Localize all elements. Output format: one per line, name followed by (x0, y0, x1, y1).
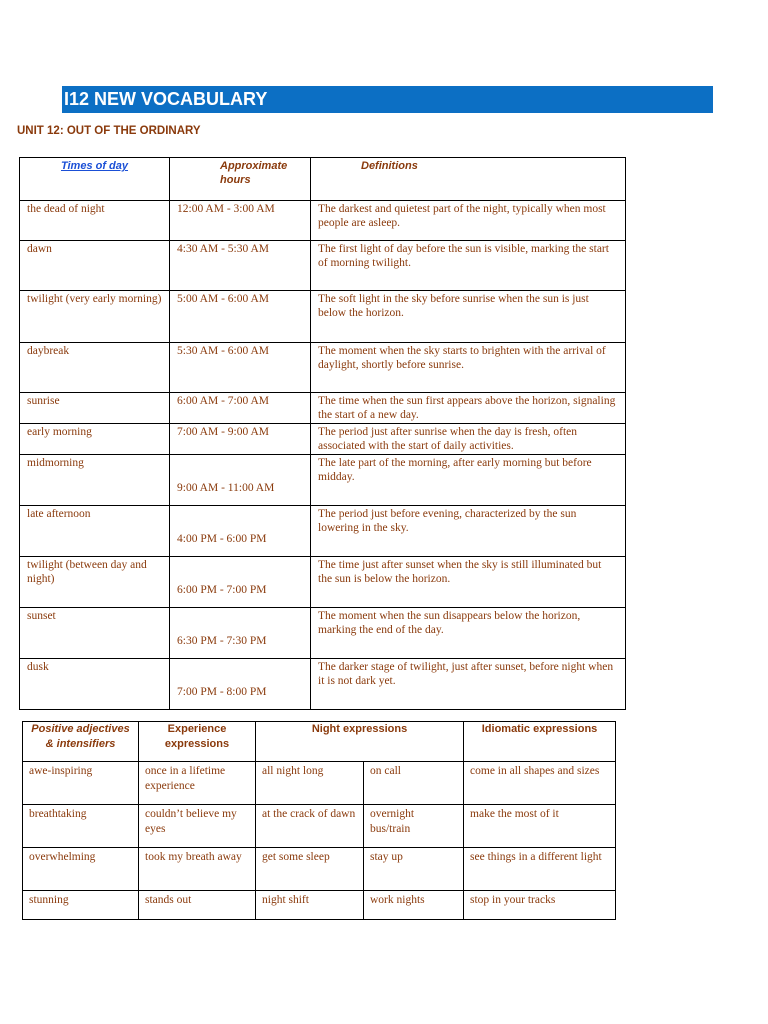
hours-cell: 7:00 AM - 9:00 AM (170, 424, 311, 455)
term-cell: daybreak (20, 343, 170, 393)
table-row (20, 659, 626, 710)
header-idiomatic-expressions: Idiomatic expressions (464, 722, 616, 762)
table-cell: overwhelming (23, 848, 139, 891)
table-row (20, 201, 626, 241)
hours-cell: 6:00 PM - 7:00 PM (170, 557, 311, 608)
definition-cell: The late part of the morning, after early morning but before midday. (311, 455, 626, 506)
header-night-expressions: Night expressions (256, 722, 464, 762)
table-row (20, 557, 626, 608)
definition-cell: The moment when the sky starts to brighten with the arrival of daylight, shortly before sunrise. (311, 343, 626, 393)
table-row (23, 762, 616, 805)
table-row (20, 393, 626, 424)
term-cell: twilight (very early morning) (20, 291, 170, 343)
hours-cell: 6:00 AM - 7:00 AM (170, 393, 311, 424)
hours-cell: 9:00 AM - 11:00 AM (170, 455, 311, 506)
table-cell: stands out (139, 891, 256, 920)
table-cell: all night long (256, 762, 364, 805)
table-cell: work nights (364, 891, 464, 920)
definition-cell: The time just after sunset when the sky is still illuminated but the sun is below the horizon. (311, 557, 626, 608)
table-row (20, 343, 626, 393)
table-cell: awe-inspiring (23, 762, 139, 805)
definition-cell: The time when the sun first appears above the horizon, signaling the start of a new day. (311, 393, 626, 424)
table-cell: night shift (256, 891, 364, 920)
table-cell: took my breath away (139, 848, 256, 891)
table-cell: on call (364, 762, 464, 805)
term-cell: early morning (20, 424, 170, 455)
definition-cell: The darker stage of twilight, just after sunset, before night when it is not dark yet. (311, 659, 626, 710)
table-cell: see things in a different light (464, 848, 616, 891)
definition-cell: The period just after sunrise when the day is fresh, often associated with the start of daily activities. (311, 424, 626, 455)
hours-cell: 5:00 AM - 6:00 AM (170, 291, 311, 343)
times-of-day-table (19, 157, 626, 710)
expressions-table (22, 721, 616, 920)
table-row (20, 291, 626, 343)
table-row (20, 455, 626, 506)
term-cell: twilight (between day and night) (20, 557, 170, 608)
header-approximate-hours: Approximate hours (170, 158, 311, 201)
table-header-row (23, 722, 616, 762)
definition-cell: The first light of day before the sun is visible, marking the start of morning twilight. (311, 241, 626, 291)
term-cell: the dead of night (20, 201, 170, 241)
term-cell: late afternoon (20, 506, 170, 557)
table-cell: make the most of it (464, 805, 616, 848)
hours-cell: 7:00 PM - 8:00 PM (170, 659, 311, 710)
table-cell: stay up (364, 848, 464, 891)
table-row (20, 506, 626, 557)
unit-title: UNIT 12: OUT OF THE ORDINARY (17, 125, 201, 137)
table-cell: stunning (23, 891, 139, 920)
table-cell: at the crack of dawn (256, 805, 364, 848)
table-cell: get some sleep (256, 848, 364, 891)
table-row (20, 608, 626, 659)
table-cell: stop in your tracks (464, 891, 616, 920)
hours-cell: 6:30 PM - 7:30 PM (170, 608, 311, 659)
header-definitions: Definitions (311, 158, 626, 201)
header-times-of-day[interactable]: Times of day (20, 158, 170, 201)
table-row (20, 424, 626, 455)
table-cell: breathtaking (23, 805, 139, 848)
header-experience-expressions: Experience expressions (139, 722, 256, 762)
term-cell: dawn (20, 241, 170, 291)
table-row (23, 891, 616, 920)
table-row (23, 848, 616, 891)
hours-cell: 5:30 AM - 6:00 AM (170, 343, 311, 393)
term-cell: midmorning (20, 455, 170, 506)
table-header-row (20, 158, 626, 201)
header-positive-adjectives: Positive adjectives & intensifiers (23, 722, 139, 762)
table-cell: couldn’t believe my eyes (139, 805, 256, 848)
table-row (20, 241, 626, 291)
term-cell: sunset (20, 608, 170, 659)
table-cell: overnight bus/train (364, 805, 464, 848)
table-cell: come in all shapes and sizes (464, 762, 616, 805)
hours-cell: 12:00 AM - 3:00 AM (170, 201, 311, 241)
term-cell: dusk (20, 659, 170, 710)
definition-cell: The darkest and quietest part of the night, typically when most people are asleep. (311, 201, 626, 241)
definition-cell: The soft light in the sky before sunrise when the sun is just below the horizon. (311, 291, 626, 343)
definition-cell: The moment when the sun disappears below the horizon, marking the end of the day. (311, 608, 626, 659)
hours-cell: 4:30 AM - 5:30 AM (170, 241, 311, 291)
table-cell: once in a lifetime experience (139, 762, 256, 805)
hours-cell: 4:00 PM - 6:00 PM (170, 506, 311, 557)
table-row (23, 805, 616, 848)
definition-cell: The period just before evening, characterized by the sun lowering in the sky. (311, 506, 626, 557)
term-cell: sunrise (20, 393, 170, 424)
page-title: I12 NEW VOCABULARY (62, 86, 713, 113)
